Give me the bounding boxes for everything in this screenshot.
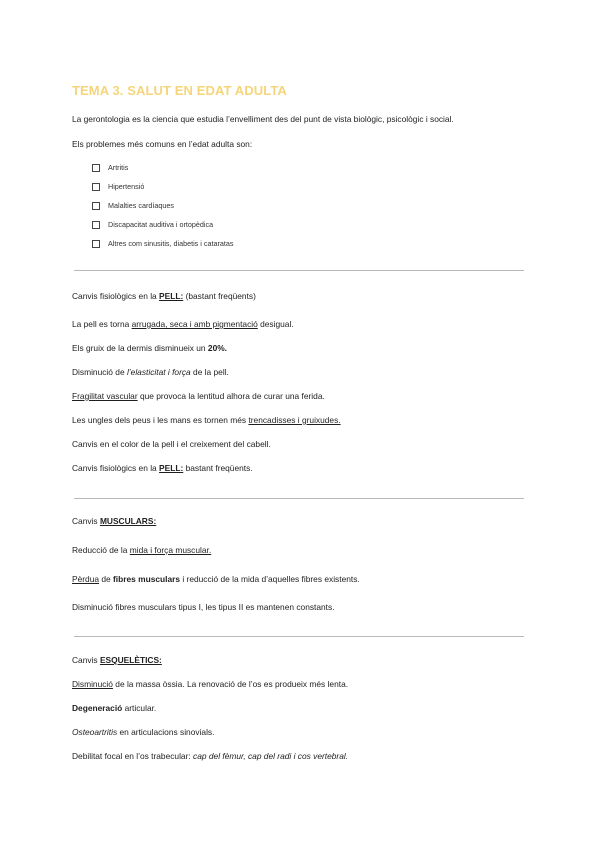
section-heading-pell: Canvis fisiològics en la PELL: (bastant freqüents) — [72, 291, 256, 301]
esquelet-line: Degeneració articular. — [72, 703, 157, 713]
checkbox-icon[interactable] — [92, 202, 100, 210]
checklist-item-malalties[interactable] — [92, 201, 174, 210]
esquelet-line: Osteoartritis en articulacions sinovials. — [72, 727, 215, 737]
musculars-line: Disminució fibres musculars tipus I, les tipus II es mantenen constants. — [72, 602, 335, 612]
pell-line: Disminució de l’elasticitat i força de la pell. — [72, 367, 229, 377]
checkbox-icon[interactable] — [92, 221, 100, 229]
problems-heading: Els problemes més comuns en l’edat adulta son: — [72, 139, 253, 149]
musculars-line: Reducció de la mida i força muscular. — [72, 545, 212, 555]
pell-line: Els gruix de la dermis disminueix un 20%. — [72, 343, 228, 353]
checklist-item-discapacitat[interactable] — [92, 220, 213, 229]
pell-line: Canvis fisiològics en la PELL: bastant freqüents. — [72, 463, 253, 473]
checkbox-icon[interactable] — [92, 183, 100, 191]
section-heading-esqueletics: Canvis ESQUELÈTICS: — [72, 655, 162, 665]
esquelet-line: Disminució de la massa òssia. La renovació de l’os es produeix més lenta. — [72, 679, 349, 689]
pell-line: Canvis en el color de la pell i el creixement del cabell. — [72, 439, 271, 449]
checklist-label: Artritis — [108, 163, 129, 172]
checkbox-icon[interactable] — [92, 240, 100, 248]
checklist-label: Hipertensió — [108, 182, 145, 191]
checklist-label: Altres com sinusitis, diabetis i cataratas — [108, 239, 234, 248]
divider — [74, 270, 524, 271]
checklist-item-altres[interactable] — [92, 239, 233, 248]
divider — [74, 498, 524, 499]
checklist-item-hipertensio[interactable] — [92, 182, 144, 191]
esquelet-line: Debilitat focal en l’os trabecular: cap del fèmur, cap del radi i cos vertebral. — [72, 751, 349, 761]
pell-line: Fragilitat vascular que provoca la lentitud alhora de curar una ferida. — [72, 391, 325, 401]
intro-paragraph: La gerontologia es la ciencia que estudia l’envelliment des del punt de vista biològic, psicològic i social. — [72, 114, 454, 124]
page-title: TEMA 3. SALUT EN EDAT ADULTA — [72, 83, 287, 98]
section-heading-musculars: Canvis MUSCULARS: — [72, 516, 157, 526]
checkbox-icon[interactable] — [92, 164, 100, 172]
pell-line: La pell es torna arrugada, seca i amb pigmentació desigual. — [72, 319, 294, 329]
musculars-line: Pèrdua de fibres musculars i reducció de la mida d’aquelles fibres existents. — [72, 574, 360, 584]
divider — [74, 636, 524, 637]
checklist-label: Discapacitat auditiva i ortopèdica — [108, 220, 214, 229]
pell-line: Les ungles dels peus i les mans es tornen més trencadisses i gruixudes. — [72, 415, 341, 425]
checklist-item-artritis[interactable] — [92, 163, 128, 172]
checklist-label: Malalties cardíaques — [108, 201, 174, 210]
